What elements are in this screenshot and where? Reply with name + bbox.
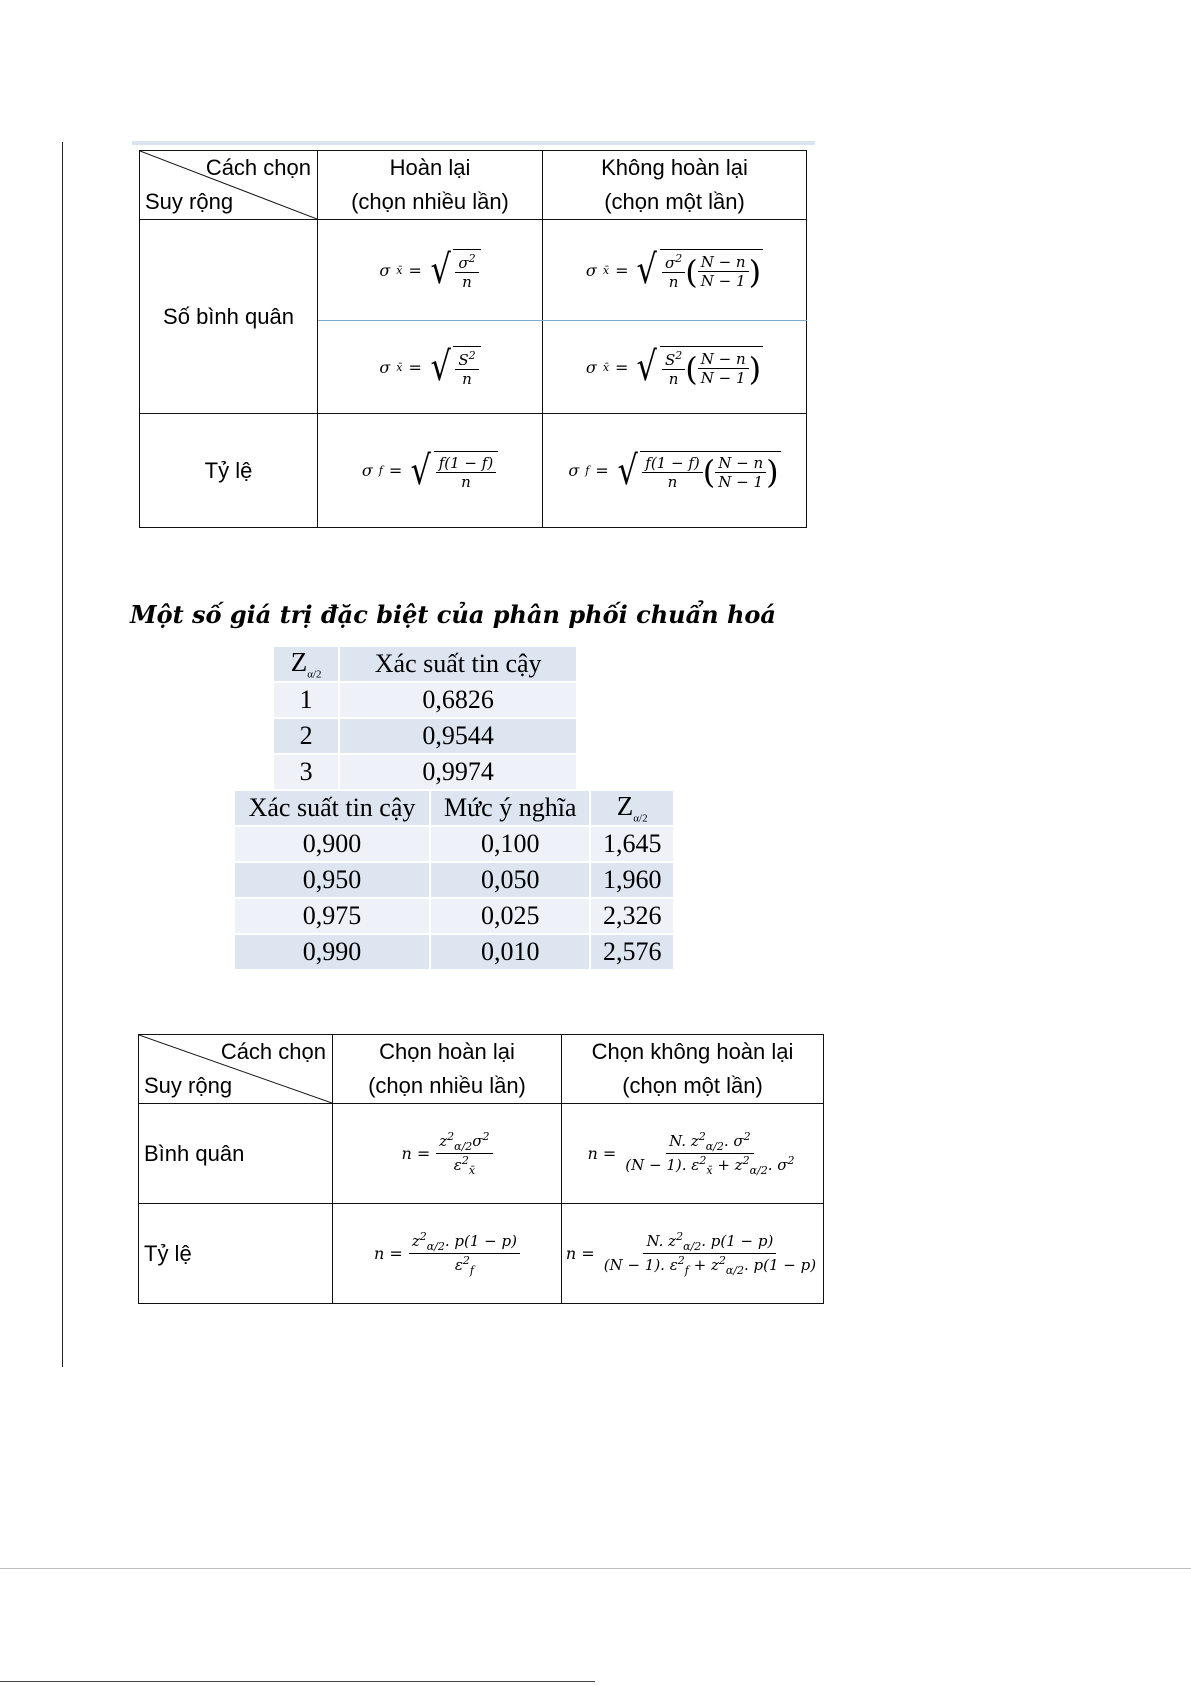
header-significance: Mức ý nghĩa <box>430 791 590 826</box>
section-caption: Một số giá trị đặc biệt của phân phối chuẩn hoá <box>130 600 776 629</box>
formula: σ x̄ = √ $\frac{\sigma^2}{n}$ ( $\frac{N - n}{N - 1}$ ) <box>585 247 762 293</box>
formula: σ f = √ $\frac{f(1 - f)}{n}$ ( $\frac{N - n}{N - 1}$ ) <box>568 447 779 494</box>
corner-top-label: Cách chọn <box>220 1039 326 1064</box>
formula-cell <box>318 414 543 528</box>
row-label-mean: Bình quân <box>139 1104 333 1204</box>
formula-cell <box>543 321 807 414</box>
table-row <box>235 862 673 898</box>
probability-value: 0,990 <box>302 937 362 966</box>
header-line2: (chọn một lần) <box>604 189 745 214</box>
header-line1: Chọn hoàn lại <box>379 1039 515 1064</box>
footer-line <box>0 1681 595 1682</box>
z-value: 2,326 <box>590 898 673 934</box>
header-line2: (chọn nhiều lần) <box>351 189 509 214</box>
z-value: 3 <box>299 757 313 786</box>
z-confidence-table <box>274 647 576 791</box>
column-header-without-replacement <box>562 1035 824 1104</box>
header-line1: Chọn không hoàn lại <box>591 1039 794 1064</box>
formula: n = $\frac{N. z^2_{\alpha/2}. \sigma^2}{(N - 1). \varepsilon^2_{x̄} + z^2_{\alpha/2}. \sigma^2}$ <box>587 1130 795 1177</box>
probability-value: 0,975 <box>302 901 362 930</box>
z-symbol: Z <box>290 647 308 678</box>
formula: σ x̄ = √ $\frac{S^2}{n}$ <box>379 346 480 388</box>
significance-value: 0,050 <box>430 862 590 898</box>
corner-bottom-label: Suy rộng <box>144 1073 233 1098</box>
z-value: 2 <box>299 721 313 750</box>
formula-cell <box>562 1104 824 1204</box>
formula-cell <box>318 321 543 414</box>
probability-value: 0,9974 <box>339 754 576 790</box>
corner-bottom-label: Suy rộng <box>145 189 234 214</box>
table-row <box>235 898 673 934</box>
header-z <box>590 791 673 826</box>
formula: n = $\frac{N. z^2_{\alpha/2}. p(1 - p)}{(N - 1). \varepsilon^2_f + z^2_{\alpha/2}. p(1 - p)}$ <box>565 1230 817 1277</box>
corner-header <box>140 151 318 220</box>
corner-top-label: Cách chọn <box>205 155 311 180</box>
formula: n = $\frac{z^2_{\alpha/2}\sigma^2}{\varepsilon^2_{x̄}}$ <box>401 1130 492 1177</box>
header-line1: Hoàn lại <box>389 155 471 180</box>
header-probability: Xác suất tin cậy <box>339 647 576 682</box>
left-margin-line <box>62 142 63 1367</box>
z-symbol: Z <box>616 791 634 822</box>
column-header-with-replacement <box>333 1035 562 1104</box>
probability-value: 0,950 <box>302 865 362 894</box>
sample-size-table <box>138 1034 824 1304</box>
table-top-bar <box>132 141 815 145</box>
row-label-mean: Số bình quân <box>140 220 318 414</box>
z-value: 1,645 <box>590 826 673 862</box>
standard-error-table <box>139 150 807 528</box>
table-row <box>274 682 576 718</box>
z-subscript: α/2 <box>307 668 322 681</box>
z-value: 1,960 <box>590 862 673 898</box>
formula: σ f = √ $\frac{f(1 - f)}{n}$ <box>362 451 498 491</box>
page-divider <box>0 1568 1191 1569</box>
table-row <box>274 754 576 790</box>
z-value: 2,576 <box>590 934 673 970</box>
header-z <box>274 647 339 682</box>
significance-value: 0,025 <box>430 898 590 934</box>
formula: σ x̄ = √ $\frac{S^2}{n}$ ( $\frac{N - n}{N - 1}$ ) <box>585 344 762 390</box>
z-subscript: α/2 <box>633 812 648 825</box>
header-line1: Không hoàn lại <box>601 155 748 180</box>
probability-value: 0,9544 <box>339 718 576 754</box>
row-label-proportion: Tỷ lệ <box>140 414 318 528</box>
table-row <box>235 826 673 862</box>
z-significance-table <box>235 791 673 971</box>
formula: n = $\frac{z^2_{\alpha/2}. p(1 - p)}{\varepsilon^2_f}$ <box>374 1230 520 1277</box>
formula-cell <box>333 1104 562 1204</box>
z-value: 1 <box>299 685 313 714</box>
column-header-without-replacement <box>543 151 807 220</box>
table-row <box>235 934 673 970</box>
significance-value: 0,010 <box>430 934 590 970</box>
header-probability: Xác suất tin cậy <box>248 793 416 822</box>
formula: σ x̄ = √ $\frac{\sigma^2}{n}$ <box>379 249 480 291</box>
header-line2: (chọn nhiều lần) <box>368 1073 526 1098</box>
row-label-proportion: Tỷ lệ <box>139 1204 333 1304</box>
corner-header <box>139 1035 333 1104</box>
table-row <box>274 718 576 754</box>
probability-value: 0,900 <box>302 829 362 858</box>
header-line2: (chọn một lần) <box>622 1073 763 1098</box>
formula-cell <box>562 1204 824 1304</box>
column-header-with-replacement <box>318 151 543 220</box>
formula-cell <box>333 1204 562 1304</box>
formula-cell <box>543 220 807 321</box>
formula-cell <box>543 414 807 528</box>
significance-value: 0,100 <box>430 826 590 862</box>
formula-cell <box>318 220 543 321</box>
probability-value: 0,6826 <box>339 682 576 718</box>
